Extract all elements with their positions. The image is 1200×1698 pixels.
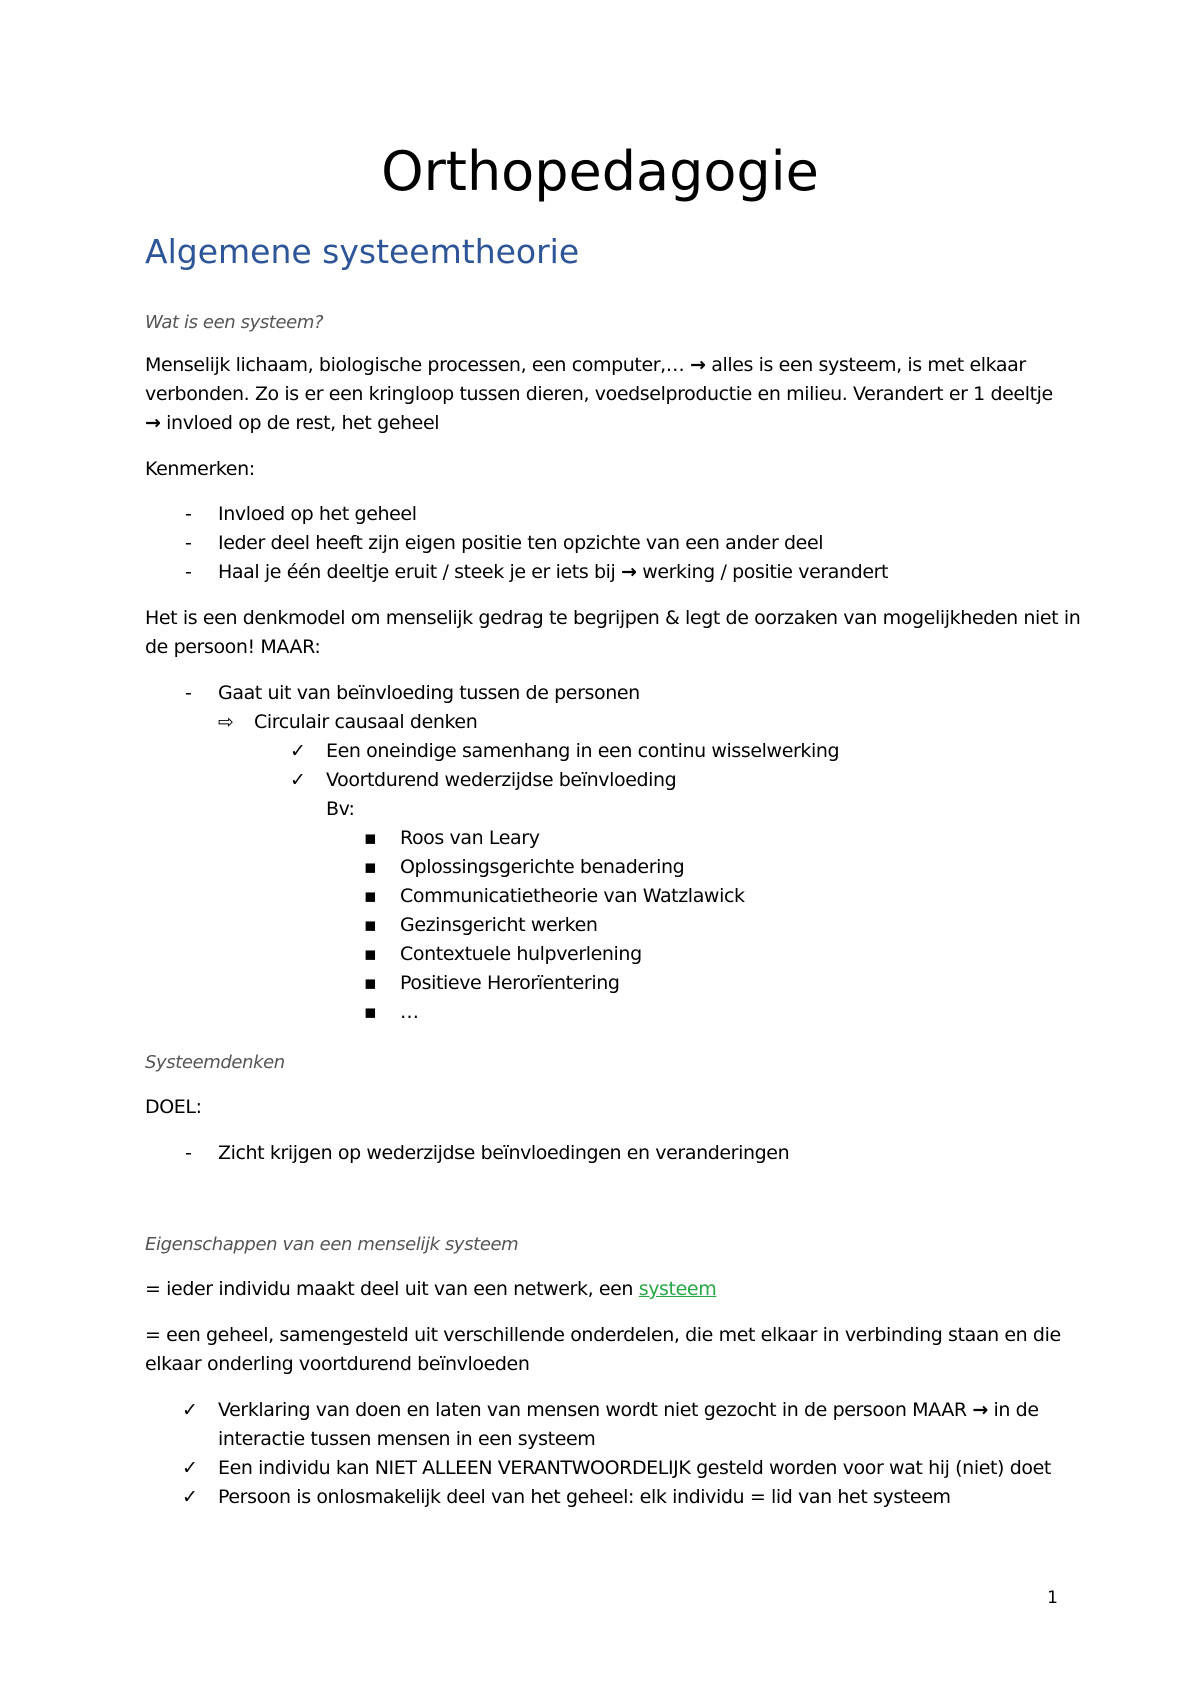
arrow-icon: → xyxy=(145,412,161,434)
dash-bullet: - xyxy=(185,1142,192,1164)
dash-bullet: - xyxy=(185,561,192,583)
paragraph-line: = ieder individu maakt deel uit van een netwerk, een systeem xyxy=(145,1278,717,1300)
list-item xyxy=(185,529,191,558)
arrow-icon: → xyxy=(972,1399,988,1421)
doel-label: DOEL: xyxy=(145,1096,202,1118)
hollow-arrow-icon: ⇨ xyxy=(218,711,234,733)
square-bullet-icon: ▪ xyxy=(364,827,377,849)
systeemdenken-subheading: Systeemdenken xyxy=(145,1052,285,1073)
bv-label: Bv: xyxy=(326,798,355,820)
arrow-icon: → xyxy=(690,354,706,376)
paragraph-line: = een geheel, samengesteld uit verschillende onderdelen, die met elkaar in verbinding staan en die xyxy=(145,1324,1061,1346)
question-subheading: Wat is een systeem? xyxy=(145,312,324,333)
list-item-text: Contextuele hulpverlening xyxy=(400,943,642,965)
list-item xyxy=(185,558,191,587)
square-bullet-icon: ▪ xyxy=(364,914,377,936)
section-heading: Algemene systeemtheorie xyxy=(145,232,580,271)
list-item-text: Haal je één deeltje eruit / steek je er iets bij → werking / positie verandert xyxy=(218,561,889,583)
list-item xyxy=(185,500,191,529)
paragraph-line: Het is een denkmodel om menselijk gedrag te begrijpen & legt de oorzaken van mogelijkheden niet in xyxy=(145,607,1081,629)
paragraph-line: → invloed op de rest, het geheel xyxy=(145,412,440,434)
list-item-text: Positieve Herorïentering xyxy=(400,972,620,994)
square-bullet-icon: ▪ xyxy=(364,885,377,907)
paragraph-line: verbonden. Zo is er een kringloop tussen dieren, voedselproductie en milieu. Verandert er 1 deeltje xyxy=(145,383,1053,405)
checkmark-icon: ✓ xyxy=(182,1399,198,1421)
square-bullet-icon: ▪ xyxy=(364,856,377,878)
eigenschappen-subheading: Eigenschappen van een menselijk systeem xyxy=(145,1234,519,1255)
list-item-text: Invloed op het geheel xyxy=(218,503,417,525)
list-item-text: Roos van Leary xyxy=(400,827,540,849)
list-item-text: Voortdurend wederzijdse beïnvloeding xyxy=(326,769,677,791)
list-item-text: Circulair causaal denken xyxy=(254,711,478,733)
list-item-text: Zicht krijgen op wederzijdse beïnvloedingen en veranderingen xyxy=(218,1142,790,1164)
list-item-text: Een oneindige samenhang in een continu wisselwerking xyxy=(326,740,840,762)
checkmark-icon: ✓ xyxy=(182,1457,198,1479)
list-item-text: … xyxy=(400,1001,419,1023)
list-item-text: Ieder deel heeft zijn eigen positie ten opzichte van een ander deel xyxy=(218,532,824,554)
list-item-text: Gezinsgericht werken xyxy=(400,914,598,936)
paragraph-line: Menselijk lichaam, biologische processen, een computer,… → alles is een systeem, is met elkaar xyxy=(145,354,1026,376)
square-bullet-icon: ▪ xyxy=(364,972,377,994)
document-title: Orthopedagogie xyxy=(381,140,819,203)
paragraph-line: elkaar onderling voortdurend beïnvloeden xyxy=(145,1353,530,1375)
checkmark-icon: ✓ xyxy=(290,769,306,791)
list-item-text: interactie tussen mensen in een systeem xyxy=(218,1428,596,1450)
list-item-text: Een individu kan NIET ALLEEN VERANTWOORDELIJK gesteld worden voor wat hij (niet) doet xyxy=(218,1457,1051,1479)
page-number: 1 xyxy=(1047,1588,1058,1608)
list-item-text: Verklaring van doen en laten van mensen wordt niet gezocht in de persoon MAAR → in de xyxy=(218,1399,1039,1421)
kenmerken-label: Kenmerken: xyxy=(145,458,255,480)
square-bullet-icon: ▪ xyxy=(364,1001,377,1023)
arrow-icon: → xyxy=(621,561,637,583)
paragraph-line: de persoon! MAAR: xyxy=(145,636,321,658)
checkmark-icon: ✓ xyxy=(290,740,306,762)
list-item-text: Gaat uit van beïnvloeding tussen de personen xyxy=(218,682,640,704)
list-item-text: Communicatietheorie van Watzlawick xyxy=(400,885,745,907)
dash-bullet: - xyxy=(185,682,192,704)
square-bullet-icon: ▪ xyxy=(364,943,377,965)
dash-bullet: - xyxy=(185,503,192,525)
list-item-text: Oplossingsgerichte benadering xyxy=(400,856,685,878)
checkmark-icon: ✓ xyxy=(182,1486,198,1508)
systeem-link[interactable]: systeem xyxy=(638,1278,717,1300)
list-item-text: Persoon is onlosmakelijk deel van het geheel: elk individu = lid van het systeem xyxy=(218,1486,951,1508)
dash-bullet: - xyxy=(185,532,192,554)
